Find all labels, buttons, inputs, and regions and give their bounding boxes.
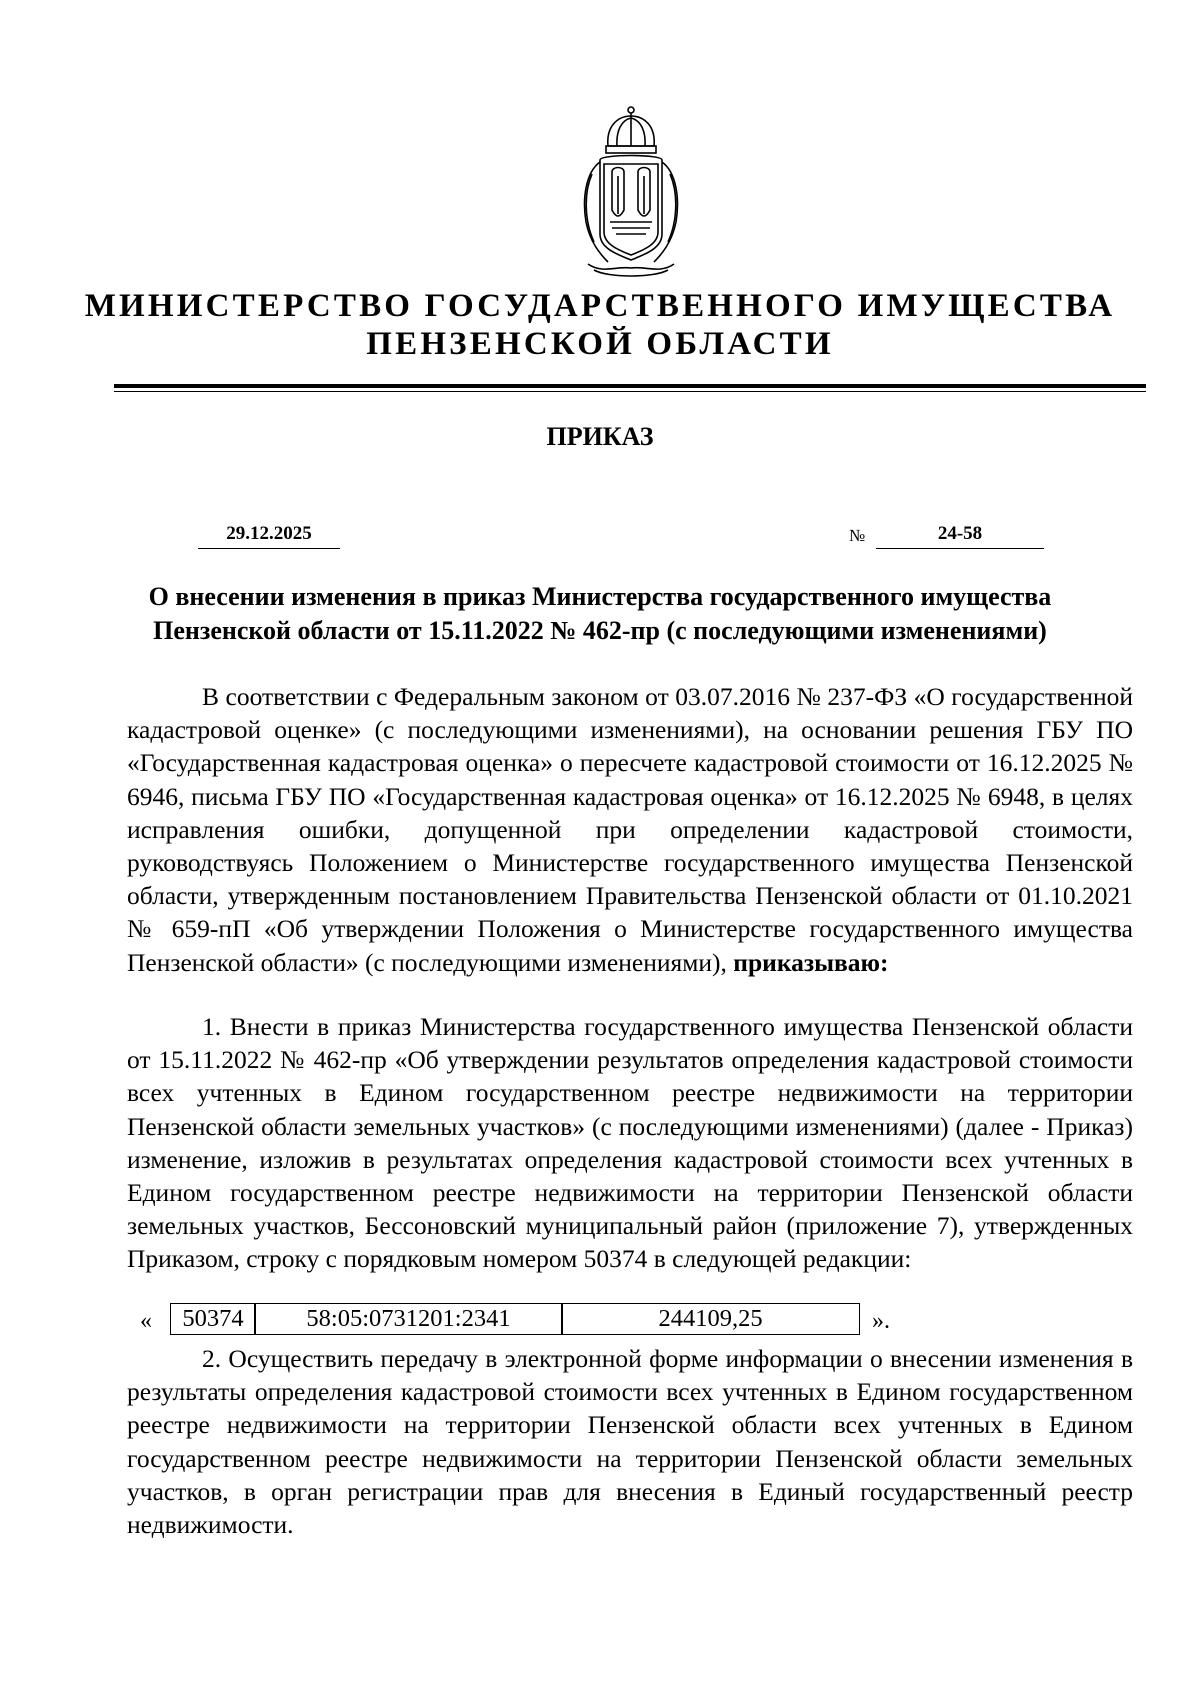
command-word: приказываю: [733, 947, 889, 977]
order-subject [100, 580, 1100, 648]
row-number-cell: 50374 [170, 1303, 256, 1335]
document-type-title: ПРИКАЗ [546, 422, 654, 451]
cadastral-number-cell: 58:05:0731201:2341 [254, 1303, 563, 1335]
subject-line-2: Пензенской области от 15.11.2022 № 462-пр (с последующими изменениями) [153, 616, 1047, 645]
header-rule-thin [114, 391, 1146, 392]
coat-of-arms-emblem [572, 102, 690, 278]
clause-2-paragraph: 2. Осуществить передачу в электронной форме информации о внесении изменения в результаты определения кадастровой стоимости всех учтенных в Едином государственном реестре недвижимости на территории Пензенской области всех учтенных в Едином государственном реестре недвижимости на территории Пензенской области земельных участков, в орган регистрации прав для внесения в Единый государственный реестр недвижимости. [127, 1344, 1133, 1540]
header-rule-thick [114, 384, 1146, 388]
subject-line-1: О внесении изменения в приказ Министерства государственного имущества [148, 582, 1052, 611]
preamble-text: В соответствии с Федеральным законом от 03.07.2016 № 237-ФЗ «О государственной кадастровой оценке» (с последующими изменениями), на основании решения ГБУ ПО «Государственная кадастровая оценка» о пересчете кадастровой стоимости от 16.12.2025 № 6946, письма ГБУ ПО «Государственная кадастровая оценка» от 16.12.2025 № 6948, в целях исправления ошибки, допущенной при определении кадастровой стоимости, руководствуясь Положением о Министерстве государственного имущества Пензенской области, утвержденным постановлением Правительства Пензенской области от 01.10.2021 № 659-пП «Об утверждении Положения о Министерстве государственного имущества Пензенской области» (с последующими изменениями), [127, 682, 1133, 977]
quote-close: ». [872, 1308, 890, 1334]
clause-1-paragraph: 1. Внести в приказ Министерства государственного имущества Пензенской области от 15.11.2022 № 462-пр «Об утверждении результатов определения кадастровой стоимости всех учтенных в Едином государственном реестре недвижимости на территории Пензенской области земельных участков» (с последующими изменениями) (далее - Приказ) изменение, изложив в результатах определения кадастровой стоимости всех учтенных в Едином государственном реестре недвижимости на территории Пензенской области земельных участков, Бессоновский муниципальный район (приложение 7), утвержденных Приказом, строку с порядковым номером 50374 в следующей редакции: [127, 1012, 1133, 1274]
ministry-name-line-1: МИНИСТЕРСТВО ГОСУДАРСТВЕННОГО ИМУЩЕСТВА [84, 288, 1116, 324]
cadastral-value-cell: 244109,25 [561, 1303, 860, 1335]
amended-row-table [0, 1303, 1200, 1337]
quote-open: « [140, 1308, 152, 1334]
number-sign: № [849, 526, 866, 545]
preamble-paragraph [127, 680, 1133, 979]
ministry-name-line-2: ПЕНЗЕНСКОЙ ОБЛАСТИ [366, 326, 834, 362]
order-date: 29.12.2025 [198, 522, 340, 549]
order-number: 24-58 [876, 522, 1044, 549]
